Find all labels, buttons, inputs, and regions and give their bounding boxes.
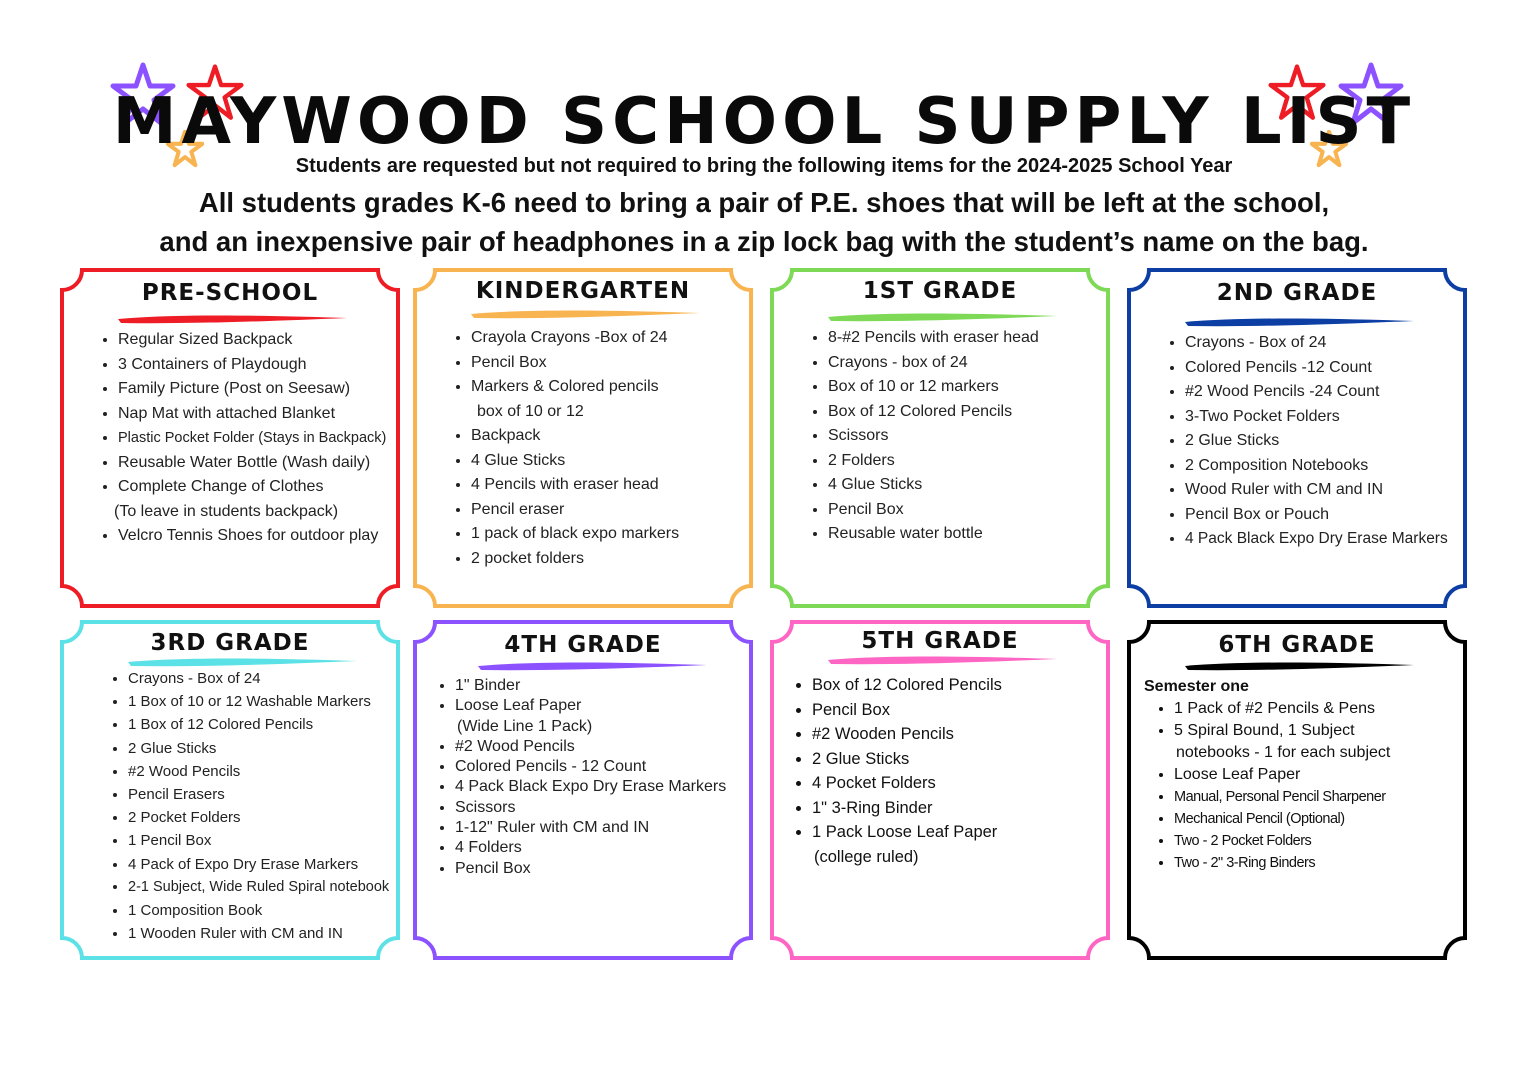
list-item: • Pencil eraser [471,498,743,523]
list-item: • 2-1 Subject, Wide Ruled Spiral notebook [128,876,390,899]
list-item: • Colored Pencils -12 Count [1185,356,1457,381]
card-title: 6TH GRADE [1218,632,1376,658]
list-item-continuation: notebooks - 1 for each subject [1176,744,1391,761]
list-item: • 4 Pack Black Expo Dry Erase Markers [1185,527,1457,552]
list-item: • Crayons - Box of 24 [1185,331,1457,356]
list-item: • 4 Pencils with eraser head [471,473,743,498]
card-title: 3RD GRADE [150,630,310,656]
list-item: • Wood Ruler with CM and IN [1185,478,1457,503]
brush-stroke [115,313,350,325]
list-item: • Two - 2 Pocket Folders [1174,830,1457,852]
card-3rd-grade [60,620,400,960]
list-item-text: 5 Spiral Bound, 1 Subject [1174,722,1355,739]
brush-stroke [1182,660,1417,672]
list-item: • 4 Folders [455,838,743,858]
list-item: • Crayons - Box of 24 [128,667,390,690]
card-4th-grade [413,620,753,960]
list-item: • Pencil Box [471,351,743,376]
list-item: • Box of 10 or 12 markers [828,375,1100,400]
card-1st-grade [770,268,1110,608]
brush-stroke [825,654,1060,666]
list-item: • 2 Composition Notebooks [1185,454,1457,479]
supply-list [1152,698,1457,874]
card-title: 1ST GRADE [862,278,1018,304]
list-item: • 2 Glue Sticks [128,737,390,760]
notice-line-1: All students grades K-6 need to bring a pair of P.E. shoes that will be left at the school, [198,187,1330,218]
supply-list [449,326,743,571]
brush-stroke [468,308,703,320]
list-item [455,696,743,737]
list-item: • Plastic Pocket Folder (Stays in Backpack) [118,426,390,451]
card-5th-grade [770,620,1110,960]
list-item: • 3 Containers of Playdough [118,353,390,378]
list-item: • Scissors [828,424,1100,449]
list-item: • #2 Wood Pencils -24 Count [1185,380,1457,405]
card-2nd-grade [1127,268,1467,608]
list-item: • #2 Wooden Pencils [812,722,1100,747]
list-item: • Mechanical Pencil (Optional) [1174,808,1457,830]
pe-shoes-notice [0,183,1528,261]
card-title: PRE-SCHOOL [141,280,319,306]
list-item: • Box of 12 Colored Pencils [828,400,1100,425]
list-item: • Scissors [455,798,743,818]
list-item: • Pencil Erasers [128,783,390,806]
list-item: • 4 Pocket Folders [812,771,1100,796]
card-6th-grade [1127,620,1467,960]
list-item: • 1-12" Ruler with CM and IN [455,818,743,838]
notice-line-2: and an inexpensive pair of headphones in a zip lock bag with the student’s name on the bag. [159,226,1369,257]
supply-list [1163,331,1457,552]
card-title: 2ND GRADE [1216,280,1378,306]
list-item: • 8-#2 Pencils with eraser head [828,326,1100,351]
list-item: • Manual, Personal Pencil Sharpener [1174,786,1457,808]
list-item-continuation: (Wide Line 1 Pack) [457,717,593,735]
list-item: • 1 Box of 12 Colored Pencils [128,713,390,736]
list-item: • Box of 12 Colored Pencils [812,673,1100,698]
supply-list [106,667,390,945]
card-title: KINDERGARTEN [475,278,691,304]
list-item [812,820,1100,869]
list-item-text: Loose Leaf Paper [455,697,582,715]
list-item: • Loose Leaf Paper [1174,764,1457,786]
page-title: MAYWOOD SCHOOL SUPPLY LIST [112,85,1416,159]
list-item: • 4 Pack of Expo Dry Erase Markers [128,853,390,876]
list-item: • Regular Sized Backpack [118,328,390,353]
list-item: • Nap Mat with attached Blanket [118,402,390,427]
list-item: • 3-Two Pocket Folders [1185,405,1457,430]
list-item: • 1 Pack of #2 Pencils & Pens [1174,698,1457,720]
list-item: • #2 Wood Pencils [128,760,390,783]
list-item [471,375,743,424]
list-item-continuation: (college ruled) [814,847,919,866]
list-item: • 2 Pocket Folders [128,806,390,829]
brush-stroke [825,311,1060,323]
brush-stroke [1182,316,1417,328]
list-item: • 2 Folders [828,449,1100,474]
card-title: 4TH GRADE [504,632,662,658]
list-item: • Pencil Box [828,498,1100,523]
list-item: • 1 Composition Book [128,899,390,922]
list-item: • Reusable Water Bottle (Wash daily) [118,451,390,476]
card-kindergarten [413,268,753,608]
list-item [1174,720,1457,764]
list-item: • Velcro Tennis Shoes for outdoor play [118,524,390,549]
list-item: • 1 pack of black expo markers [471,522,743,547]
list-item-text: Complete Change of Clothes [118,478,324,495]
list-item-text: Markers & Colored pencils [471,378,659,395]
semester-heading: Semester one [1144,678,1249,695]
list-item: • 1 Wooden Ruler with CM and IN [128,922,390,945]
list-item: • Pencil Box [812,698,1100,723]
list-item: • Colored Pencils - 12 Count [455,757,743,777]
list-item [114,475,390,524]
list-item: • 1" Binder [455,676,743,696]
list-item: • 1 Box of 10 or 12 Washable Markers [128,690,390,713]
list-item: • Backpack [471,424,743,449]
card-preschool [60,268,400,608]
supply-list [96,328,390,549]
page-subtitle: Students are requested but not required to bring the following items for the 2024-2025 School Year [295,155,1233,177]
list-item: • 2 Glue Sticks [1185,429,1457,454]
list-item: • #2 Wood Pencils [455,737,743,757]
list-item-continuation: (To leave in students backpack) [114,502,339,520]
supply-list [806,326,1100,547]
list-item: • 2 pocket folders [471,547,743,572]
list-item: • 4 Glue Sticks [828,473,1100,498]
list-item: • 1" 3-Ring Binder [812,796,1100,821]
list-item-text: 1 Pack Loose Leaf Paper [812,823,998,841]
brush-stroke [475,660,710,672]
list-item: • Pencil Box [455,859,743,879]
list-item: • 2 Glue Sticks [812,747,1100,772]
list-item: • Reusable water bottle [828,522,1100,547]
supply-list [433,676,743,879]
list-item: • 4 Glue Sticks [471,449,743,474]
card-title: 5TH GRADE [861,628,1019,654]
list-item: • Pencil Box or Pouch [1185,503,1457,528]
list-item: • 1 Pencil Box [128,829,390,852]
list-item: • Crayola Crayons -Box of 24 [471,326,743,351]
list-item: • Crayons - box of 24 [828,351,1100,376]
list-item: • Family Picture (Post on Seesaw) [118,377,390,402]
list-item-continuation: box of 10 or 12 [477,402,584,420]
list-item: • Two - 2" 3-Ring Binders [1174,852,1457,874]
supply-list [790,673,1100,869]
list-item: • 4 Pack Black Expo Dry Erase Markers [455,777,743,797]
